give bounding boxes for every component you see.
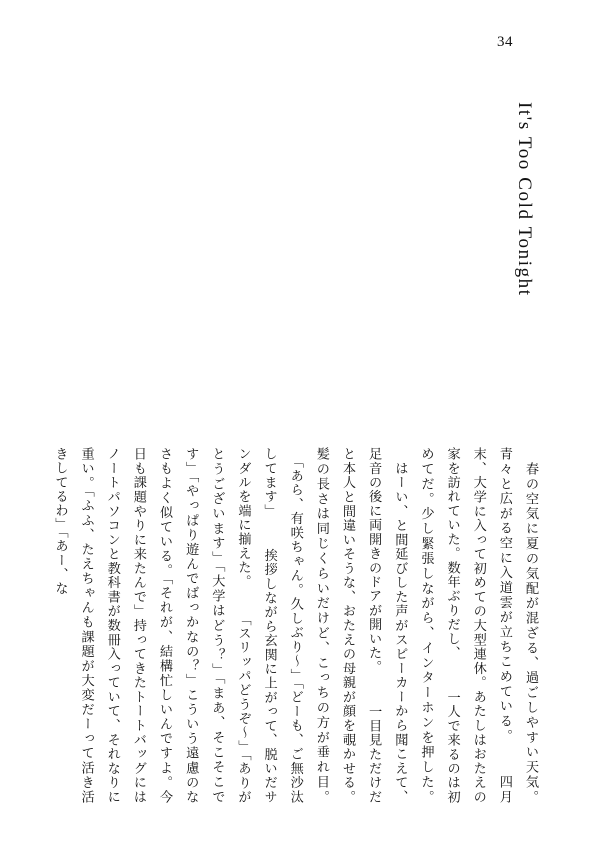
chapter-title: It's Too Cold Tonight [514,102,535,297]
vertical-text-block [48,78,543,804]
page-number: 34 [497,34,513,50]
body-text: 春の空気に夏の気配が混ざる、過ごしやすい天気。青々と広がる空に入道雲が立ちこめている。 四月末、大学に入って初めての大型連休。あたしはおたえの家を訪れていた。数年ぶりだし、 一人で来るのは初めてだ。少し緊張しながら、インターホンを押した。 はーい、と間延びした声がスピーカーから聞こえて、足音の後に両開きのドアが開いた。 一目見ただけだと本人と間違いそうな、おたえの母親が顔を覗かせる。髪の長さは同じくらいだけど、こっちの方が垂れ目。 「あら、有咲ちゃん。久しぶり〜」「どーも、ご無沙汰してます」 挨拶しながら玄関に上がって、脱いだサンダルを端に揃えた。 「スリッパどうぞ〜」「ありがとうございます」「大学はどう？」「まあ、そこそこです」「やっぱり遊んでばっかなの？」こういう遠慮のなさもよく似ている。「それが、結構忙しいんですよ。今日も課題やりに来たんで」持ってきたトートバッグにはノートパソコンと教科書が数冊入っていて、それなりに重い。「ふふ、たえちゃんも課題が大変だーって活き活きしてるわ」「あー、な [52,447,538,804]
